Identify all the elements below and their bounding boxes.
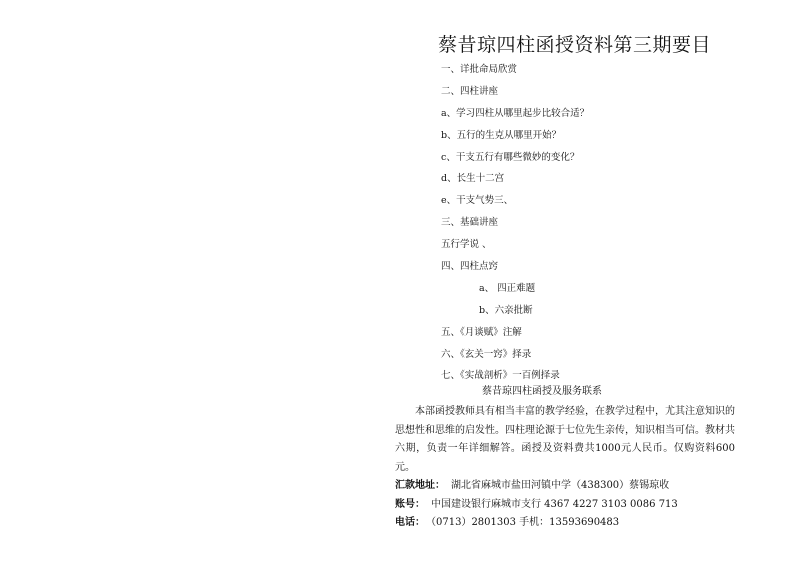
toc-item: b、五行的生克从哪里开始？	[441, 129, 562, 141]
phone-value: （0713）2801303 手机：13593690483	[431, 517, 620, 528]
remit-address-label: 汇款地址：	[395, 480, 445, 491]
account-label: 账号：	[395, 498, 425, 510]
phone-line	[395, 514, 735, 533]
toc-item: c、干支五行有哪些微妙的变化？	[441, 151, 580, 163]
toc-item: 一、详批命局欣赏	[441, 64, 518, 75]
intro-paragraph: 本部函授教师具有相当丰富的教学经验，在教学过程中，尤其注意知识的思想性和思维的启发性。四柱理论源于七位先生亲传，知识相当可信。教材共六期，负责一年详细解答。函授及资料费共1000元人民币。仅购资料600元。	[395, 406, 735, 473]
account-value: 中国建设银行麻城市支行 4367 4227 3103 0086 713	[431, 498, 678, 510]
phone-label: 电话：	[395, 517, 425, 528]
contact-section	[395, 403, 735, 533]
toc-item: 六、《玄关一窍》择录	[441, 348, 532, 360]
toc-item: b、六亲批断	[479, 304, 533, 316]
toc-item: 三、基础讲座	[441, 217, 499, 229]
table-of-contents	[441, 59, 589, 387]
account-line	[395, 496, 735, 515]
contact-section-title: 蔡昔琼四柱函授及服务联系	[482, 386, 602, 397]
toc-item: 五、《月谈赋》注解	[441, 326, 522, 338]
toc-item: 五行学说 、	[441, 239, 492, 251]
toc-item: a、 四正难题	[479, 282, 536, 294]
page-title: 蔡昔琼四柱函授资料第三期要目	[438, 34, 712, 56]
toc-item: d、长生十二宫	[441, 173, 505, 185]
remit-address-value: 湖北省麻城市盐田河镇中学（438300）蔡锡琼收	[451, 480, 670, 491]
toc-item: a、学习四柱从哪里起步比较合适？	[441, 107, 590, 119]
toc-item: 七、《实战剖析》一百例择录	[441, 370, 560, 382]
toc-item: 四、四柱点窍	[441, 261, 499, 273]
toc-item: 二、四柱讲座	[441, 85, 499, 97]
toc-item: e、干支气势三、	[441, 195, 514, 207]
remit-address-line	[395, 477, 735, 496]
